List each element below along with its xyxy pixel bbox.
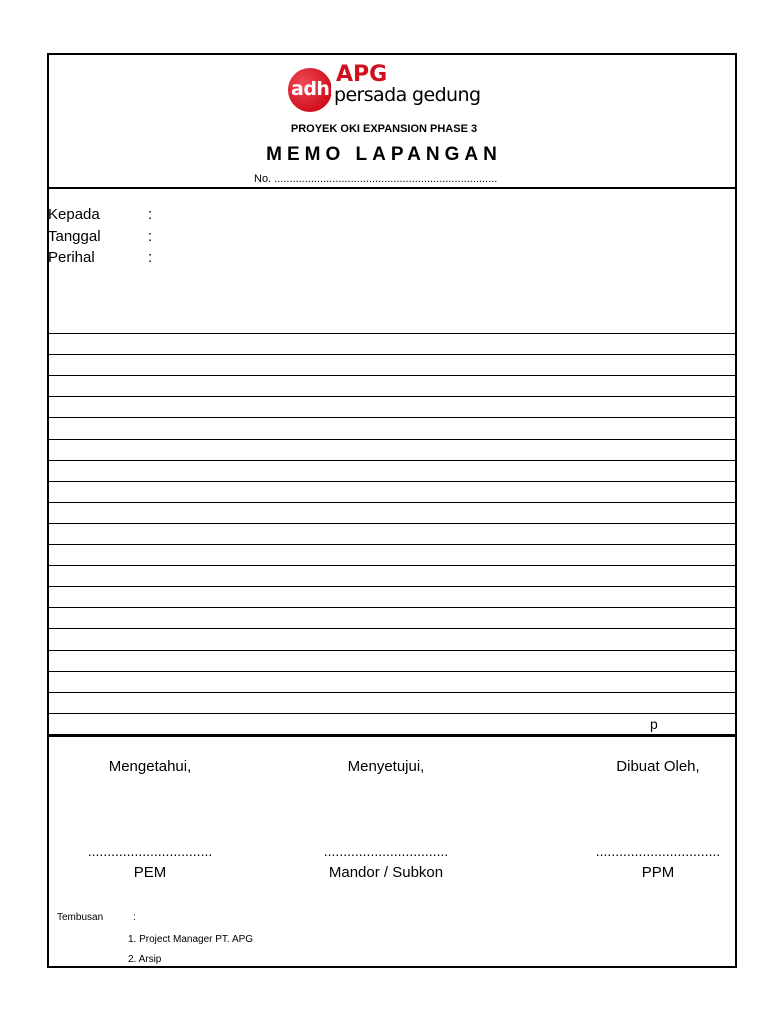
cc-label: Tembusan [57,912,104,923]
header-divider [47,187,737,189]
signature-role-ppm: Dibuat Oleh, [616,758,700,775]
logo-apg-text: APG [336,62,388,87]
writing-line [47,375,737,376]
writing-line [47,502,737,503]
signature-name-mandor: Mandor / Subkon [328,864,444,881]
writing-line [47,523,737,524]
logo-adhi-text: adhi [291,78,336,100]
writing-line [47,713,737,714]
signature-line-pem: ................................ [87,843,213,859]
signature-name-ppm: PPM [641,864,675,881]
memo-number: No. ......................................................................... [254,173,498,185]
writing-line [47,565,737,566]
cc-item: 1. Project Manager PT. APG [128,934,254,945]
writing-line [47,544,737,545]
writing-line [47,650,737,651]
writing-line [47,439,737,440]
writing-line [47,396,737,397]
writing-line [47,417,737,418]
logo-persada-text: persada gedung [334,84,481,106]
field-label-kepada: Kepada [48,206,100,223]
company-logo [288,64,488,116]
page-mark: p [650,716,658,732]
memo-title: MEMO LAPANGAN [266,144,502,165]
signature-name-pem: PEM [133,864,167,881]
body-divider [47,735,737,737]
cc-item: 2. Arsip [128,954,162,965]
memo-frame [47,53,737,968]
field-label-tanggal: Tanggal [48,228,101,245]
field-label-perihal: Perihal [48,249,95,266]
writing-line [47,692,737,693]
writing-line [47,607,737,608]
writing-line [47,481,737,482]
project-name: PROYEK OKI EXPANSION PHASE 3 [290,123,478,135]
cc-colon: : [133,912,136,923]
writing-line [47,460,737,461]
writing-line [47,586,737,587]
writing-line [47,333,737,334]
field-colon-tanggal: : [148,228,153,245]
field-colon-kepada: : [148,206,153,223]
writing-line [47,354,737,355]
signature-role-mandor: Menyetujui, [347,758,425,775]
field-colon-perihal: : [148,249,153,266]
signature-line-mandor: ................................ [323,843,449,859]
writing-line [47,628,737,629]
signature-role-pem: Mengetahui, [108,758,192,775]
signature-line-ppm: ................................ [595,843,721,859]
writing-line [47,671,737,672]
